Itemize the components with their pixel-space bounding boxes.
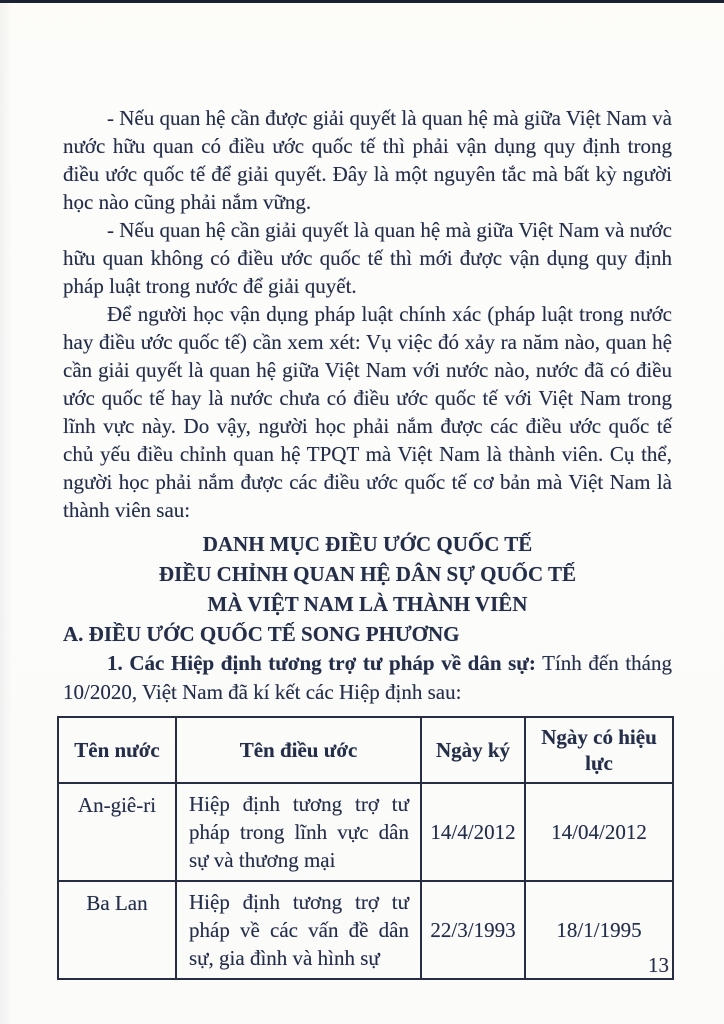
page-number: 13 [648,953,669,977]
cell-treaty-name: Hiệp định tương trợ tư pháp trong lĩnh vực dân sự và thương mại [176,783,421,881]
treaty-table-header-row [58,717,673,783]
table-row [58,783,673,881]
paragraph-treaty-rule-1: - Nếu quan hệ cần được giải quyết là quan hệ mà giữa Việt Nam và nước hữu quan có điều ước quốc tế thì phải vận dụng quy định trong điều ước quốc tế để giải quyết. Đây là một nguyên tắc mà bất kỳ người học nào cũng phải nắm vững. [63,106,672,214]
paragraph-guidance: Để người học vận dụng pháp luật chính xác (pháp luật trong nước hay điều ước quốc tế) cần xem xét: Vụ việc đó xảy ra năm nào, quan hệ cần giải quyết là quan hệ giữa Việt Nam với nước nào, nước đã có điều ước quốc tế hay là nước chưa có điều ước quốc tế với Việt Nam trong lĩnh vực này. Do vậy, người học phải nắm được các điều ước quốc tế chủ yếu điều chỉnh quan hệ TPQT mà Việt Nam là thành viên. Cụ thể, người học phải nắm được các điều ước quốc tế cơ bản mà Việt Nam là thành viên sau: [63,302,672,522]
header-date-signed: Ngày ký [421,717,525,783]
cell-treaty-name: Hiệp định tương trợ tư pháp về các vấn đề dân sự, gia đình và hình sự [176,881,421,979]
header-treaty-name: Tên điều ước [176,717,421,783]
page-content [63,104,672,980]
scan-left-shadow [0,0,12,1024]
list-title-line-2: ĐIỀU CHỈNH QUAN HỆ DÂN SỰ QUỐC TẾ [158,562,577,586]
list-title-line-3: MÀ VIỆT NAM LÀ THÀNH VIÊN [207,592,528,616]
cell-date-signed: 22/3/1993 [421,881,525,979]
list-title-line-1: DANH MỤC ĐIỀU ƯỚC QUỐC TẾ [202,532,533,556]
cell-country: Ba Lan [58,881,176,979]
item-1-lead: 1. Các Hiệp định tương trợ tư pháp về dân sự: [107,651,536,675]
header-date-effective: Ngày có hiệu lực [525,717,673,783]
item-1-rest: Tính đến tháng 10/2020, Việt Nam đã kí kết các Hiệp định sau: [63,651,673,704]
paragraph-treaty-rule-2: - Nếu quan hệ cần giải quyết là quan hệ mà giữa Việt Nam và nước hữu quan không có điều ước quốc tế thì mới được vận dụng quy định pháp luật trong nước để giải quyết. [63,218,672,298]
cell-country: An-giê-ri [58,783,176,881]
item-1-intro [63,649,672,706]
table-row [58,881,673,979]
header-country: Tên nước [58,717,176,783]
treaty-table [57,716,674,980]
section-a-heading: A. ĐIỀU ƯỚC QUỐC TẾ SONG PHƯƠNG [63,622,460,646]
cell-date-effective: 14/04/2012 [525,783,673,881]
cell-date-signed: 14/4/2012 [421,783,525,881]
list-title [63,529,672,619]
scan-top-edge-line [0,0,724,3]
cell-date-effective: 18/1/1995 [525,881,673,979]
